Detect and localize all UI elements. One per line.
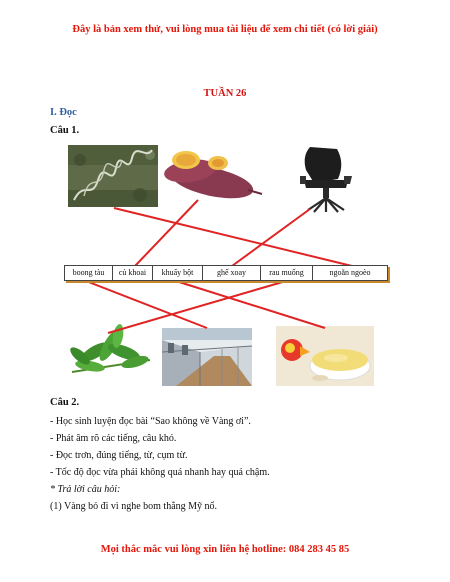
answer-prompt: * Trả lời câu hỏi: xyxy=(50,484,121,495)
porridge-image xyxy=(276,326,374,386)
ship-deck-image xyxy=(162,328,252,386)
question-2-title: Câu 2. xyxy=(50,397,80,408)
instruction-line: - Phát âm rõ các tiếng, câu khó. xyxy=(50,433,177,444)
match-line-potato-cu-khoai xyxy=(135,200,198,266)
word-ngoan-ngoeo[interactable]: ngoằn ngoèo xyxy=(329,268,371,277)
instruction-line: - Tốc độ đọc vừa phải không quá nhanh hay quá chậm. xyxy=(50,467,270,478)
answer-line: (1) Vàng bỏ đi vì nghe bom thằng Mỹ nổ. xyxy=(50,501,218,512)
instruction-line: - Học sinh luyện đọc bài “Sao không về Vàng ơi”. xyxy=(50,416,251,427)
hotline-notice: Mọi thắc mắc vui lòng xin liên hệ hotline: 084 283 45 85 xyxy=(100,544,350,555)
preview-notice: Đây là bản xem thử, vui lòng mua tài liệu để xem chi tiết (có lời giải) xyxy=(72,24,378,35)
match-line-road-ngoan-ngoeo xyxy=(114,208,352,266)
word-rau-muong[interactable]: rau muống xyxy=(261,266,313,280)
word-cu-khoai[interactable]: củ khoai xyxy=(113,266,153,280)
word-boong-tau[interactable]: boong tàu xyxy=(65,266,113,280)
word-table xyxy=(64,265,388,281)
instruction-line: - Đọc trơn, đúng tiếng, từ, cụm từ. xyxy=(50,450,188,461)
week-title: TUẦN 26 xyxy=(203,88,247,99)
water-spinach-image xyxy=(68,323,150,373)
word-khuay-bot[interactable]: khuấy bột xyxy=(153,266,203,280)
winding-road-image xyxy=(68,145,158,207)
word-ghe-xoay[interactable]: ghế xoay xyxy=(203,266,261,280)
question-2-body xyxy=(50,413,270,515)
office-chair-image xyxy=(300,147,352,212)
sweet-potato-image xyxy=(163,151,262,204)
question-1-title: Câu 1. xyxy=(50,125,80,136)
section-title: I. Đọc xyxy=(50,107,77,118)
match-line-chair-ghe-xoay xyxy=(232,209,310,266)
match-line-khuay-bot-porridge xyxy=(176,281,325,328)
